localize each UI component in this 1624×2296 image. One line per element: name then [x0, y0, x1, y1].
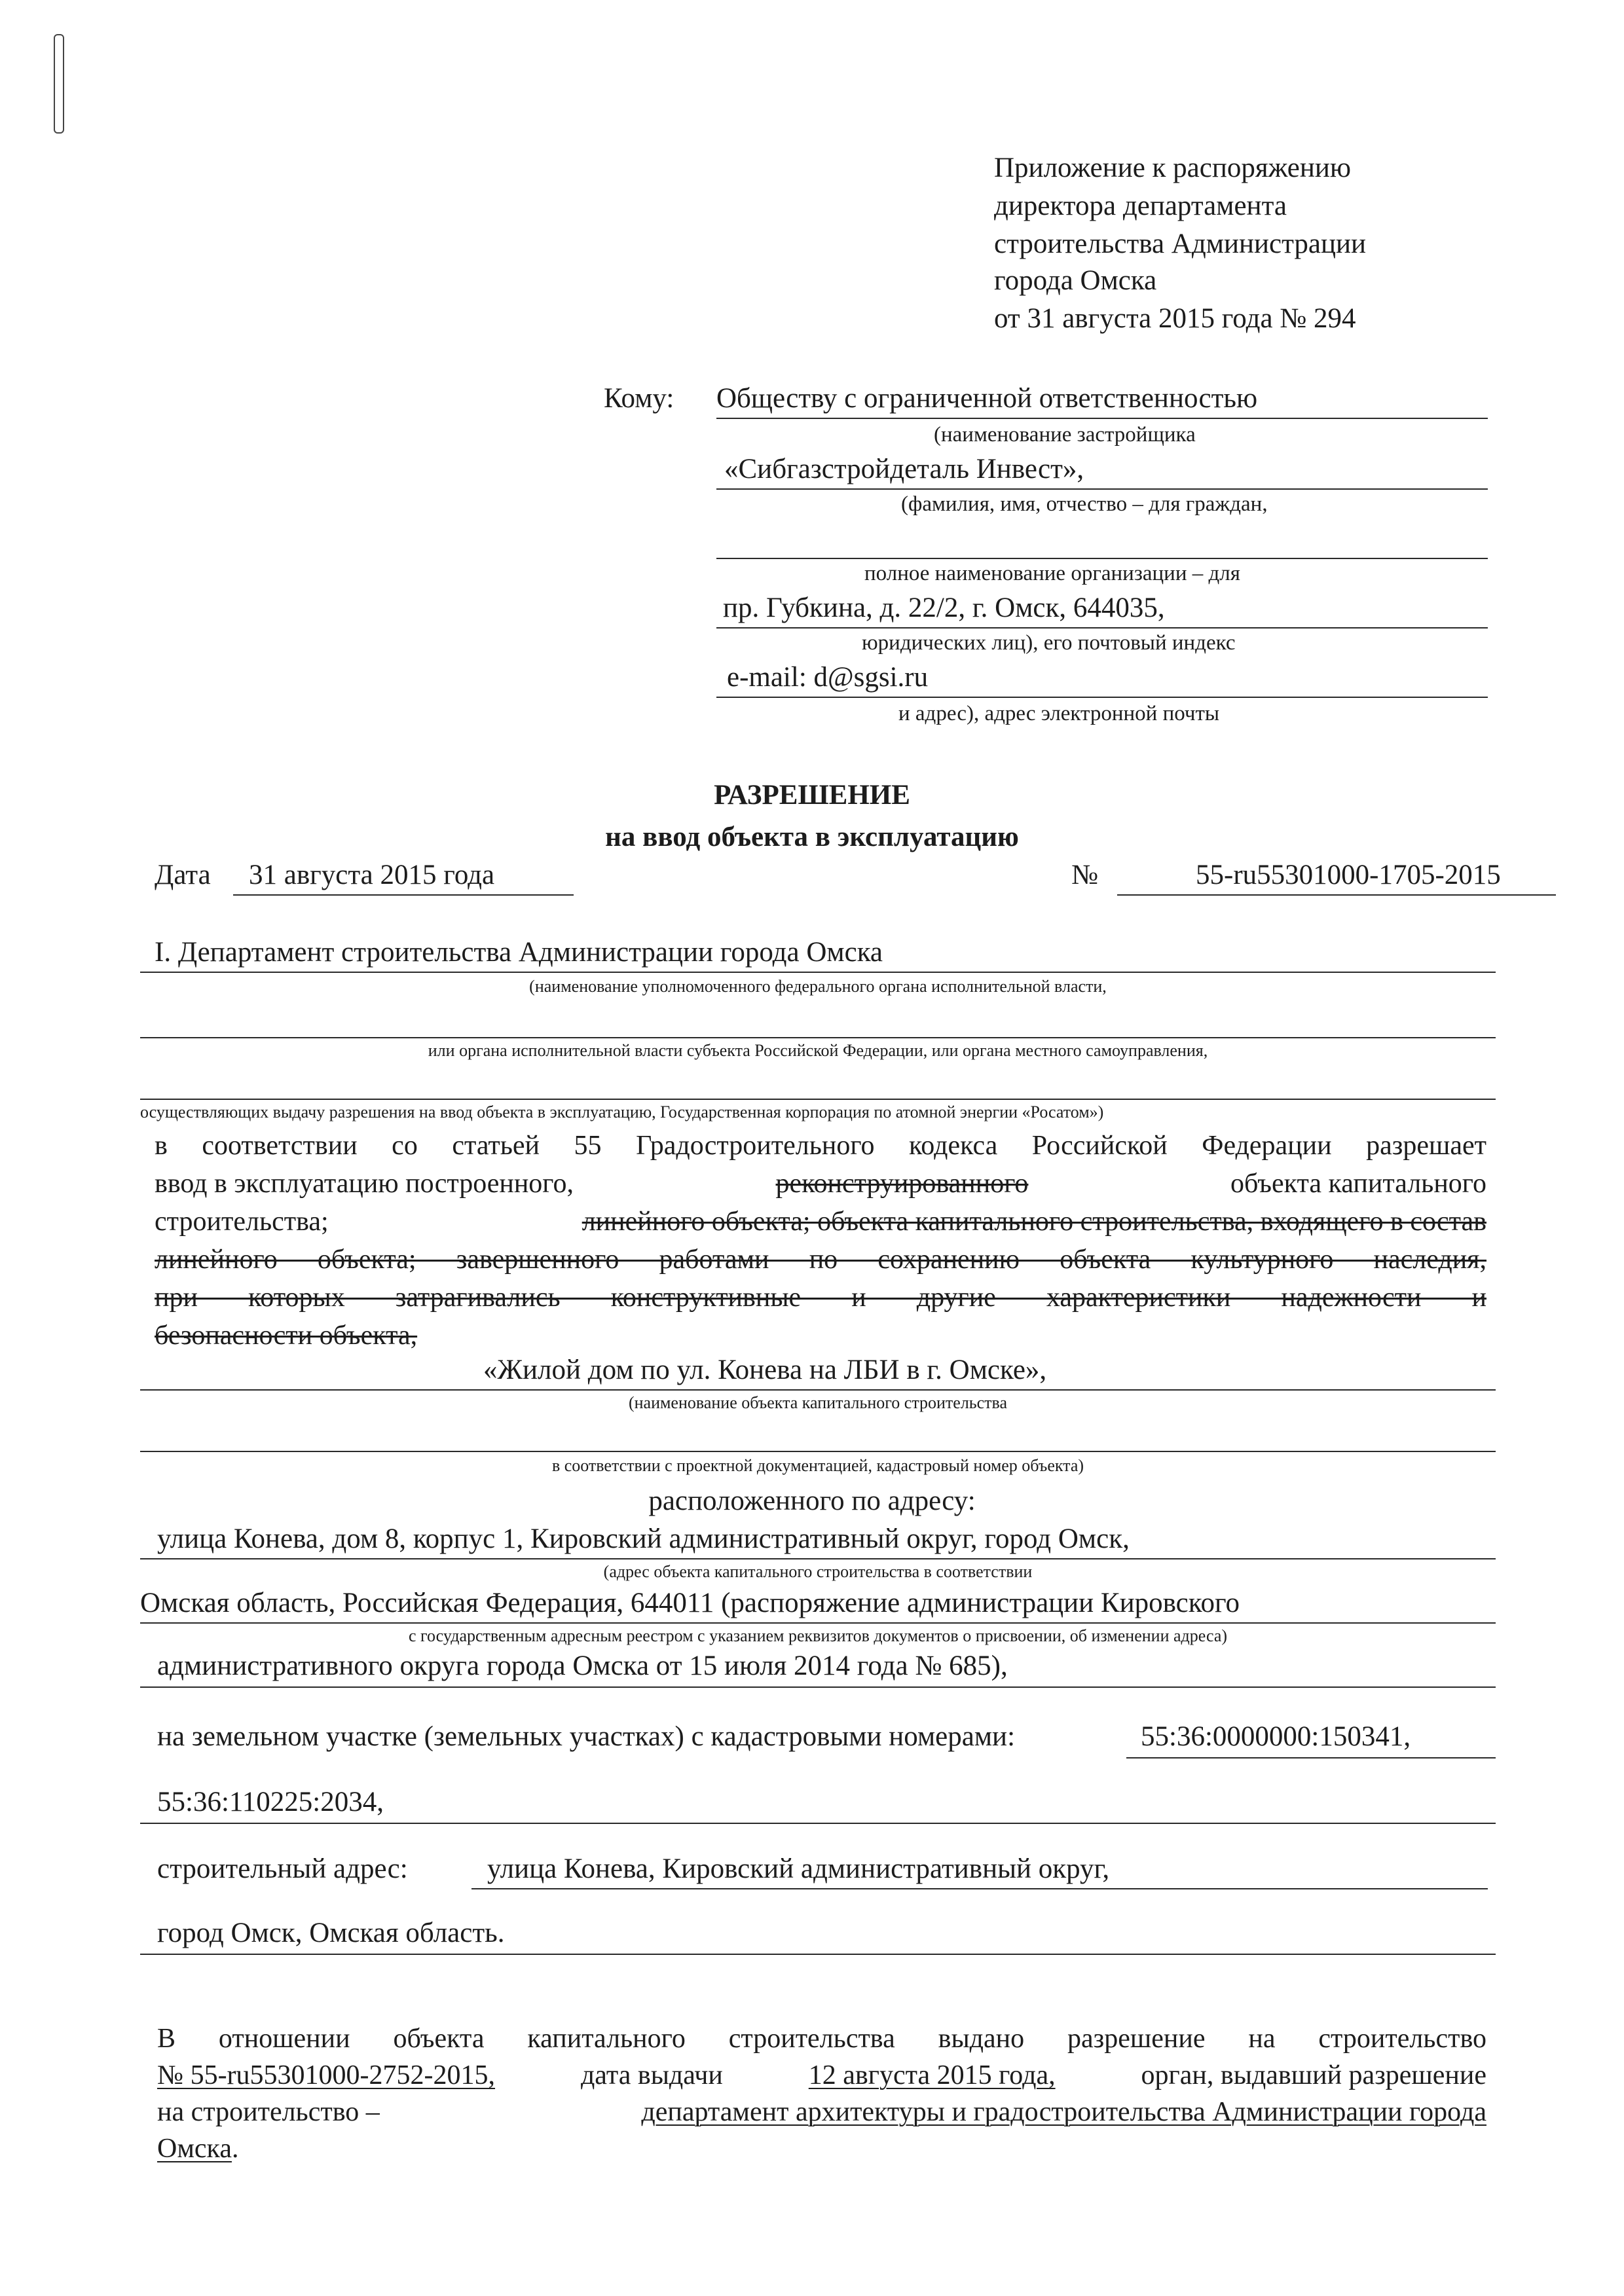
para-line-2-struck: реконструированного	[775, 1169, 1029, 1199]
cadastral-number-1: 55:36:0000000:150341,	[1141, 1721, 1411, 1752]
permit-line-3-part-a: на строительство –	[157, 2097, 380, 2127]
object-hint-2: в соответствии с проектной документацией, кадастровый номер объекта)	[551, 1456, 1084, 1475]
permit-line-2	[157, 2060, 1486, 2091]
number-label: №	[1071, 860, 1099, 890]
recipient-hint-1: (наименование застройщика	[934, 423, 1196, 446]
permit-date-label: дата выдачи	[580, 2060, 723, 2090]
object-address-3: административного округа города Омска от 15 июля 2014 года № 685),	[157, 1650, 1008, 1681]
recipient-name-2: «Сибгазстройдеталь Инвест»,	[724, 454, 1084, 484]
recipient-hint-2: (фамилия, имя, отчество – для граждан,	[901, 492, 1268, 516]
address-hint-2: с государственным адресным реестром с указанием реквизитов документов о присвоении, об изменении адреса)	[408, 1626, 1228, 1645]
document-subtitle: на ввод объекта в эксплуатацию	[605, 822, 1019, 852]
recipient-hint-4: юридических лиц), его почтовый индекс	[862, 631, 1236, 655]
authority-hint-1: (наименование уполномоченного федерального органа исполнительной власти,	[529, 977, 1107, 996]
appendix-line-5: от 31 августа 2015 года № 294	[994, 303, 1356, 334]
authority-name: I. Департамент строительства Администрации города Омска	[155, 937, 883, 968]
permit-line-1: В отношении объекта капитального строительства выдано разрешение на строительство	[157, 2024, 1486, 2054]
permit-organ-label: орган, выдавший разрешение	[1141, 2060, 1486, 2090]
permit-line-4	[157, 2133, 238, 2164]
authority-hint-2: или органа исполнительной власти субъекта Российской Федерации, или органа местного самоуправления,	[428, 1041, 1208, 1060]
permit-tail: .	[231, 2134, 239, 2164]
document-title: РАЗРЕШЕНИЕ	[714, 780, 910, 811]
located-label: расположенного по адресу:	[648, 1485, 976, 1516]
para-line-3	[155, 1206, 1486, 1237]
object-address-1: улица Конева, дом 8, корпус 1, Кировский административный округ, город Омск,	[157, 1523, 1130, 1554]
authority-hint-3: осуществляющих выдачу разрешения на ввод объекта в эксплуатацию, Государственная корпорация по атомной энергии «Росатом»)	[140, 1102, 1104, 1121]
date-label: Дата	[155, 860, 211, 890]
cadastral-number-2: 55:36:110225:2034,	[157, 1787, 384, 1817]
para-line-3-part-a: строительства;	[155, 1207, 329, 1237]
recipient-hint-5: и адрес), адрес электронной почты	[898, 702, 1220, 725]
date-value: 31 августа 2015 года	[249, 860, 495, 890]
recipient-address: пр. Губкина, д. 22/2, г. Омск, 644035,	[723, 592, 1165, 623]
para-line-1: в соответствии со статьей 55 Градостроительного кодекса Российской Федерации разрешает	[155, 1131, 1486, 1161]
object-address-2: Омская область, Российская Федерация, 644011 (распоряжение администрации Кировского	[140, 1588, 1240, 1618]
permit-organ-1: департамент архитектуры и градостроительства Администрации города	[641, 2097, 1486, 2127]
permit-organ-2: Омска	[157, 2134, 232, 2164]
appendix-line-2: директора департамента	[994, 191, 1287, 221]
staple-mark	[54, 34, 64, 134]
recipient-label: Кому:	[604, 383, 674, 414]
para-line-2-part-b: объекта капитального	[1230, 1169, 1486, 1199]
para-line-2-part-a: ввод в эксплуатацию построенного,	[155, 1169, 574, 1199]
number-value: 55-ru55301000-1705-2015	[1196, 860, 1501, 890]
para-line-3-struck: линейного объекта; объекта капитального строительства, входящего в состав	[581, 1207, 1486, 1237]
address-hint-1: (адрес объекта капитального строительства в соответствии	[603, 1562, 1033, 1581]
object-name: «Жилой дом по ул. Конева на ЛБИ в г. Омске»,	[483, 1355, 1047, 1385]
permit-date: 12 августа 2015 года,	[808, 2060, 1056, 2090]
recipient-hint-3: полное наименование организации – для	[864, 562, 1240, 585]
object-hint-1: (наименование объекта капитального строительства	[628, 1393, 1008, 1412]
para-line-5-struck: при которых затрагивались конструктивные и другие характеристики надежности и	[155, 1283, 1486, 1313]
appendix-line-3: строительства Администрации	[994, 228, 1367, 259]
appendix-line-1: Приложение к распоряжению	[994, 153, 1352, 183]
appendix-line-4: города Омска	[994, 265, 1157, 296]
permit-line-3	[157, 2096, 1486, 2128]
para-line-2	[155, 1168, 1486, 1199]
para-line-4-struck: линейного объекта; завершенного работами по сохранению объекта культурного наследия,	[155, 1245, 1486, 1275]
land-label: на земельном участке (земельных участках) с кадастровыми номерами:	[157, 1721, 1016, 1752]
recipient-name-1: Обществу с ограниченной ответственностью	[716, 383, 1258, 414]
build-address-label: строительный адрес:	[157, 1853, 408, 1884]
para-line-6-struck: безопасности объекта,	[155, 1321, 418, 1351]
recipient-email: e-mail: d@sgsi.ru	[727, 662, 929, 693]
build-address-1: улица Конева, Кировский административный округ,	[487, 1853, 1110, 1884]
build-address-2: город Омск, Омская область.	[157, 1918, 505, 1948]
permit-number: № 55-ru55301000-2752-2015,	[157, 2060, 496, 2090]
